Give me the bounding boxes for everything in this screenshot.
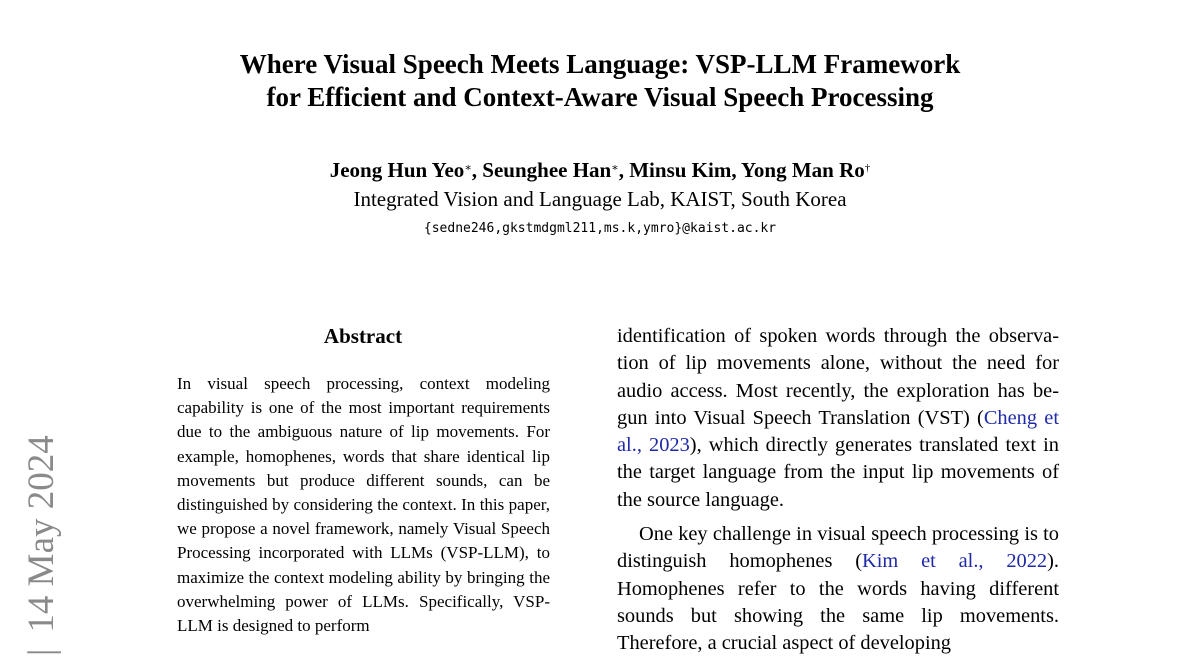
paragraph-text: ). Homophenes refer to the words having different sounds but showing the same lip movements. Therefore, a crucial aspect of developing [617,550,1059,655]
equal-contribution-mark: ∗ [611,162,619,174]
body-paragraph [617,521,1059,657]
author-name: Seunghee Han [482,158,612,182]
corresponding-author-mark: † [864,162,871,174]
author-separator: , [471,158,483,182]
author-emails: {sedne246,gkstmdgml211,ms.k,ymro}@kaist.ac.kr [423,221,777,236]
author-list [0,156,1200,184]
body-paragraph [617,323,1059,514]
author-names-rest: , Minsu Kim, Yong Man Ro [618,158,865,182]
abstract-text: In visual speech processing, context modeling capability is one of the most important requirements due to the ambiguous nature of lip movements. For example, homophenes, words that share identical lip movements but produce different sounds, can be distinguished by considering the context. In this paper, we propose a novel framework, namely Visual Speech Processing incorporated with LLMs (VSP-LLM), to maximize the context modeling ability by bringing the overwhelming power of LLMs. Specifically, VSP-LLM is designed to perform [177,374,550,636]
author-name: Jeong Hun Yeo [329,158,465,182]
arxiv-side-stamp [18,356,66,656]
affiliation: Integrated Vision and Language Lab, KAIST, South Korea [353,187,847,211]
paragraph-text: One key challenge in visual speech processing is to distinguish homophenes ( [617,523,1059,573]
title-line-2: for Efficient and Context-Aware Visual Speech Processing [266,82,934,112]
abstract-heading: Abstract [323,324,403,348]
paper-title [0,48,1200,114]
arxiv-stamp-bar: | [21,648,62,656]
body-column-right [617,323,1059,658]
citation-link[interactable]: Kim et al., 2022 [862,550,1048,573]
title-line-1: Where Visual Speech Meets Language: VSP-LLM Framework [239,49,961,79]
paragraph-text: ), which directly generates translated text in the target language from the input lip movements of the source language. [617,434,1059,511]
citation-link[interactable]: Cheng et al., 2023 [617,406,1059,457]
equal-contribution-mark: ∗ [464,162,472,174]
paragraph-text: identification of spoken words through the observation of lip movements alone, without the need for audio access. Most recently, the exploration has begun into Visual Speech Translation (VST) ( [617,325,1059,429]
arxiv-stamp-date: 14 May 2024 [21,435,62,633]
